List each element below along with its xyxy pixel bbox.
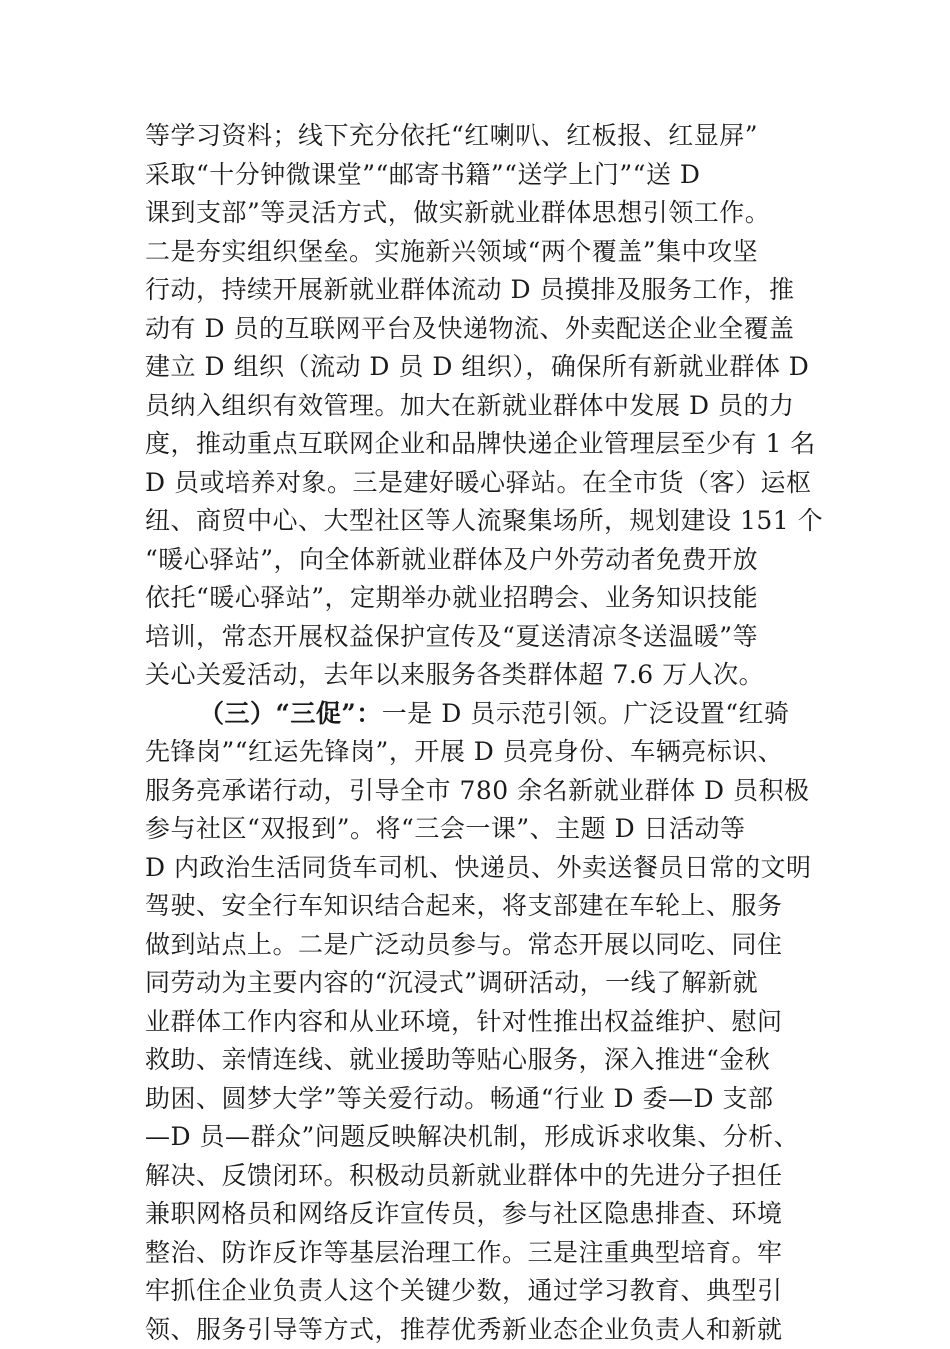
document-body — [145, 117, 815, 1349]
text-line: “暖心驿站”，向全体新就业群体及户外劳动者免费开放 — [145, 541, 815, 580]
text-line: 领、服务引导等方式，推荐优秀新业态企业负责人和新就 — [145, 1311, 815, 1349]
text-line: 课到支部”等灵活方式，做实新就业群体思想引领工作。 — [145, 194, 815, 233]
paragraph-first-line — [145, 695, 815, 734]
text-line: 员纳入组织有效管理。加大在新就业群体中发展 D 员的力 — [145, 387, 815, 426]
section-heading: （三）“三促”： — [199, 699, 382, 728]
text-line: 二是夯实组织堡垒。实施新兴领域“两个覆盖”集中攻坚 — [145, 233, 815, 272]
text-line: 先锋岗”“红运先锋岗”，开展 D 员亮身份、车辆亮标识、 — [145, 733, 815, 772]
text-line: 整治、防诈反诈等基层治理工作。三是注重典型培育。牢 — [145, 1234, 815, 1273]
text-line: 关心关爱活动，去年以来服务各类群体超 7.6 万人次。 — [145, 656, 815, 695]
text-line: 建立 D 组织（流动 D 员 D 组织），确保所有新就业群体 D — [145, 348, 815, 387]
text-line: 做到站点上。二是广泛动员参与。常态开展以同吃、同住 — [145, 926, 815, 965]
text-line: 服务亮承诺行动，引导全市 780 余名新就业群体 D 员积极 — [145, 772, 815, 811]
text-line: 参与社区“双报到”。将“三会一课”、主题 D 日活动等 — [145, 810, 815, 849]
text-line: 解决、反馈闭环。积极动员新就业群体中的先进分子担任 — [145, 1157, 815, 1196]
text-line: 培训，常态开展权益保护宣传及“夏送清凉冬送温暖”等 — [145, 618, 815, 657]
text-line: D 员或培养对象。三是建好暖心驿站。在全市货（客）运枢 — [145, 464, 815, 503]
text-line: 救助、亲情连线、就业援助等贴心服务，深入推进“金秋 — [145, 1041, 815, 1080]
text-line: 动有 D 员的互联网平台及快递物流、外卖配送企业全覆盖 — [145, 310, 815, 349]
text-line: 纽、商贸中心、大型社区等人流聚集场所，规划建设 151 个 — [145, 502, 815, 541]
text-line: D 内政治生活同货车司机、快递员、外卖送餐员日常的文明 — [145, 849, 815, 888]
text-line: 助困、圆梦大学”等关爱行动。畅通“行业 D 委—D 支部 — [145, 1080, 815, 1119]
text-line: 业群体工作内容和从业环境，针对性推出权益维护、慰问 — [145, 1003, 815, 1042]
text-line: 牢抓住企业负责人这个关键少数，通过学习教育、典型引 — [145, 1272, 815, 1311]
text-line: 度，推动重点互联网企业和品牌快递企业管理层至少有 1 名 — [145, 425, 815, 464]
text-line: 行动，持续开展新就业群体流动 D 员摸排及服务工作，推 — [145, 271, 815, 310]
text-line: —D 员—群众”问题反映解决机制，形成诉求收集、分析、 — [145, 1118, 815, 1157]
text-line: 驾驶、安全行车知识结合起来，将支部建在车轮上、服务 — [145, 887, 815, 926]
text-line: 兼职网格员和网络反诈宣传员，参与社区隐患排查、环境 — [145, 1195, 815, 1234]
text-line: 采取“十分钟微课堂”“邮寄书籍”“送学上门”“送 D — [145, 156, 815, 195]
text-line: 同劳动为主要内容的“沉浸式”调研活动，一线了解新就 — [145, 964, 815, 1003]
text-line: 等学习资料；线下充分依托“红喇叭、红板报、红显屏” — [145, 117, 815, 156]
text-line: 依托“暖心驿站”，定期举办就业招聘会、业务知识技能 — [145, 579, 815, 618]
paragraph-first-line-text: 一是 D 员示范引领。广泛设置“红骑 — [382, 699, 790, 728]
